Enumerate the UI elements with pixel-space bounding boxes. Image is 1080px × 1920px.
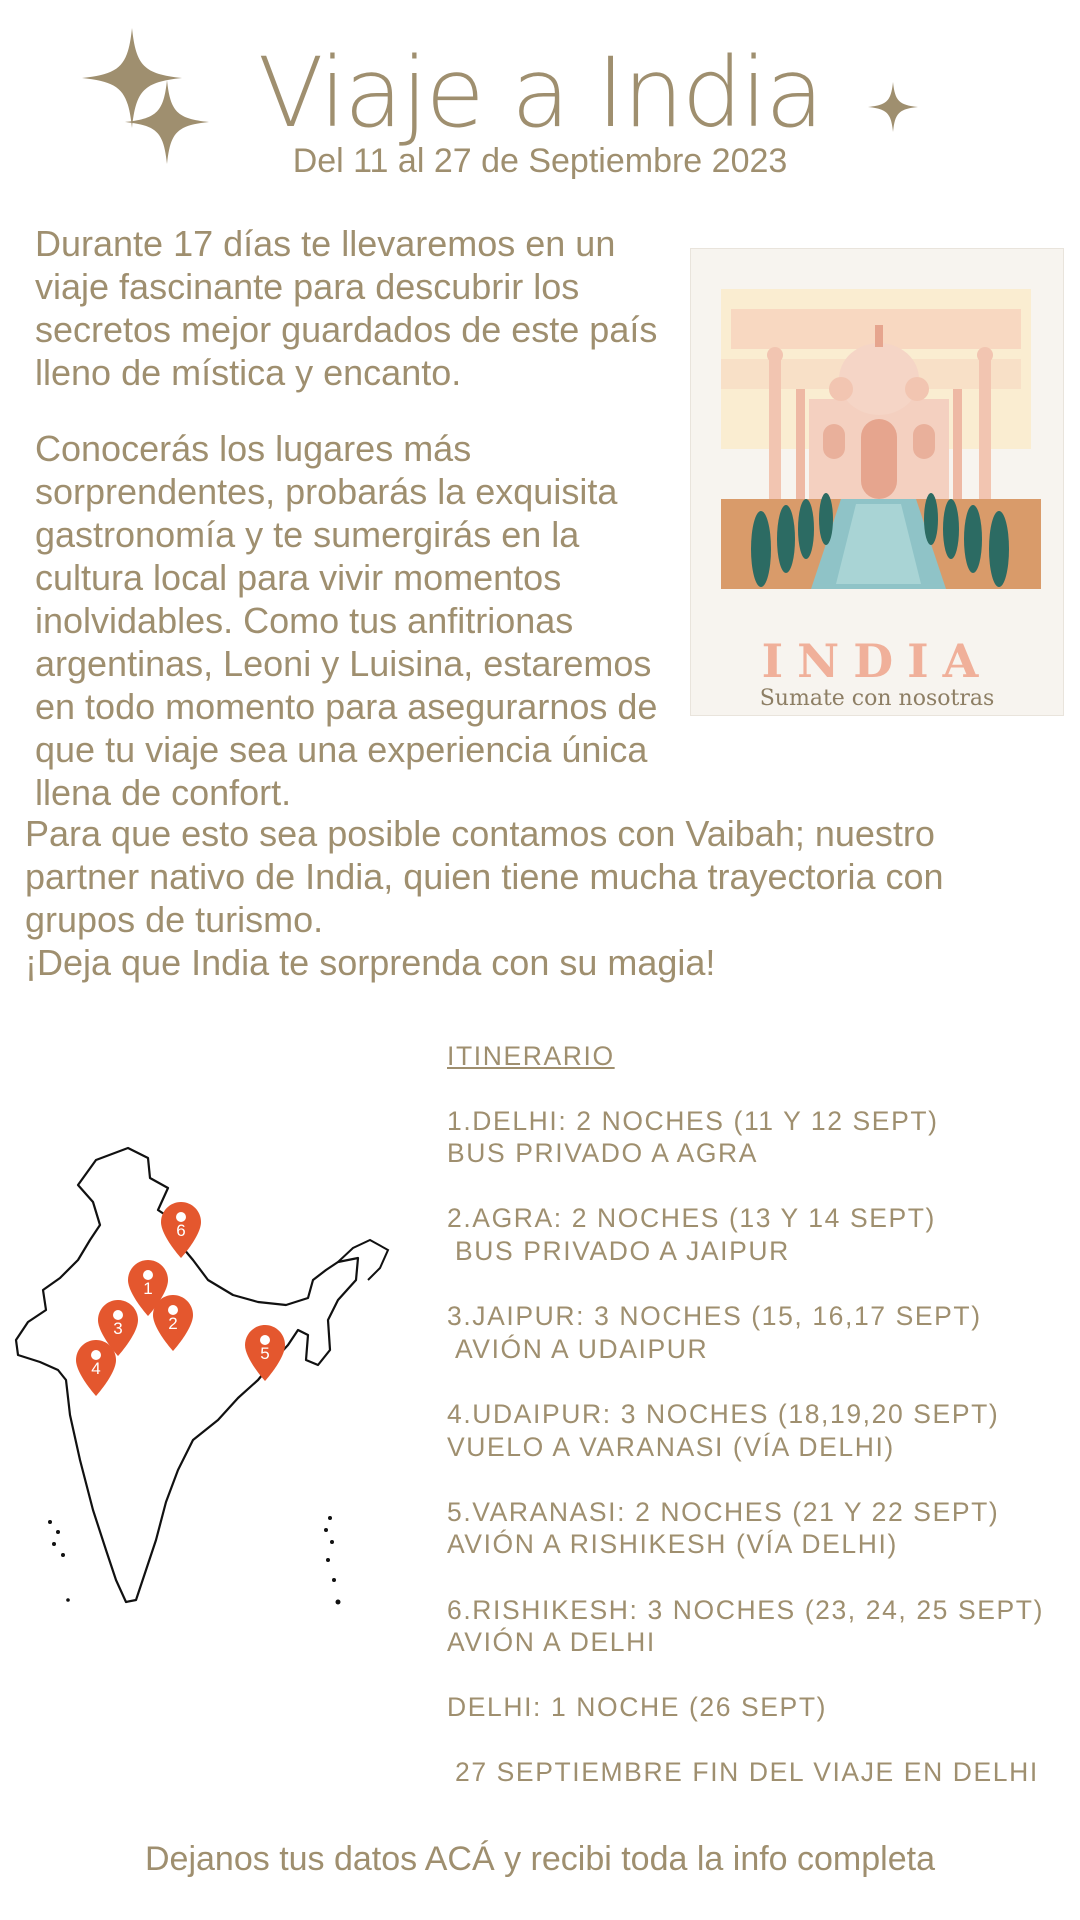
stop-transport: BUS PRIVADO A AGRA <box>447 1138 759 1169</box>
trip-dates: Del 11 al 27 de Septiembre 2023 <box>292 142 788 180</box>
stop-transport: BUS PRIVADO A JAIPUR <box>455 1235 790 1266</box>
map-marker <box>153 1295 193 1356</box>
marker-label: 6 <box>176 1221 186 1240</box>
page-title: Viaje a India <box>257 37 823 149</box>
partner-paragraph <box>25 812 1055 984</box>
marker-label: 2 <box>168 1314 178 1333</box>
itinerary-stop <box>447 1202 1077 1267</box>
contact-cta-link[interactable]: Dejanos tus datos ACÁ y recibi toda la info completa <box>145 1840 935 1878</box>
india-map <box>8 1130 448 1630</box>
stop-title: 2.AGRA: 2 NOCHES (13 Y 14 SEPT) <box>447 1203 936 1234</box>
trip-end: 27 SEPTIEMBRE FIN DEL VIAJE EN DELHI <box>455 1757 1039 1788</box>
stop-transport: AVIÓN A UDAIPUR <box>455 1333 709 1364</box>
stop-title: 5.VARANASI: 2 NOCHES (21 Y 22 SEPT) <box>447 1496 1000 1527</box>
stop-title: 4.UDAIPUR: 3 NOCHES (18,19,20 SEPT) <box>447 1398 1000 1429</box>
marker-label: 3 <box>113 1319 123 1338</box>
itinerary <box>447 1040 1077 1789</box>
itinerary-heading: ITINERARIO <box>447 1041 615 1071</box>
tagline-text: ¡Deja que India te sorprenda con su magia! <box>25 942 716 983</box>
map-marker <box>161 1202 201 1263</box>
map-marker <box>245 1325 285 1386</box>
taj-mahal-illustration <box>691 249 1063 629</box>
intro-paragraph: Durante 17 días te llevaremos en un viaje fascinante para descubrir los secretos mejor guardados de este país lleno de mística y encanto. <box>35 223 658 393</box>
itinerary-stop <box>447 1300 1077 1365</box>
stop-transport: AVIÓN A DELHI <box>447 1627 656 1658</box>
itinerary-stop <box>447 1105 1077 1170</box>
marker-label: 1 <box>143 1279 153 1298</box>
marker-label: 5 <box>260 1344 270 1363</box>
india-outline <box>8 1130 448 1630</box>
marker-label: 4 <box>91 1359 101 1378</box>
taj-mahal-poster <box>690 248 1064 716</box>
map-marker <box>76 1340 116 1401</box>
final-night: DELHI: 1 NOCHE (26 SEPT) <box>447 1692 828 1723</box>
stop-transport: VUELO A VARANASI (VÍA DELHI) <box>447 1431 895 1462</box>
itinerary-stop <box>447 1496 1077 1561</box>
stop-transport: AVIÓN A RISHIKESH (VÍA DELHI) <box>447 1529 898 1560</box>
poster-tagline: Sumate con nosotras <box>759 686 995 711</box>
poster-title: INDIA <box>761 634 993 688</box>
itinerary-stop <box>447 1594 1077 1659</box>
stop-title: 3.JAIPUR: 3 NOCHES (15, 16,17 SEPT) <box>447 1301 982 1332</box>
stop-title: 1.DELHI: 2 NOCHES (11 Y 12 SEPT) <box>447 1105 939 1136</box>
partner-text: Para que esto sea posible contamos con Vaibah; nuestro partner nativo de India, quien tiene mucha trayectoria con grupos de turismo. <box>25 813 944 940</box>
itinerary-stop <box>447 1398 1077 1463</box>
stop-title: 6.RISHIKESH: 3 NOCHES (23, 24, 25 SEPT) <box>447 1594 1045 1625</box>
hosts-paragraph: Conocerás los lugares más sorprendentes, probarás la exquisita gastronomía y te sumergirás en la cultura local para vivir momentos inolvidables. Como tus anfitrionas argentinas, Leoni y Luisina, estaremos en todo momento para asegurarnos de que tu viaje sea una experiencia única llena de confort. <box>35 428 658 813</box>
